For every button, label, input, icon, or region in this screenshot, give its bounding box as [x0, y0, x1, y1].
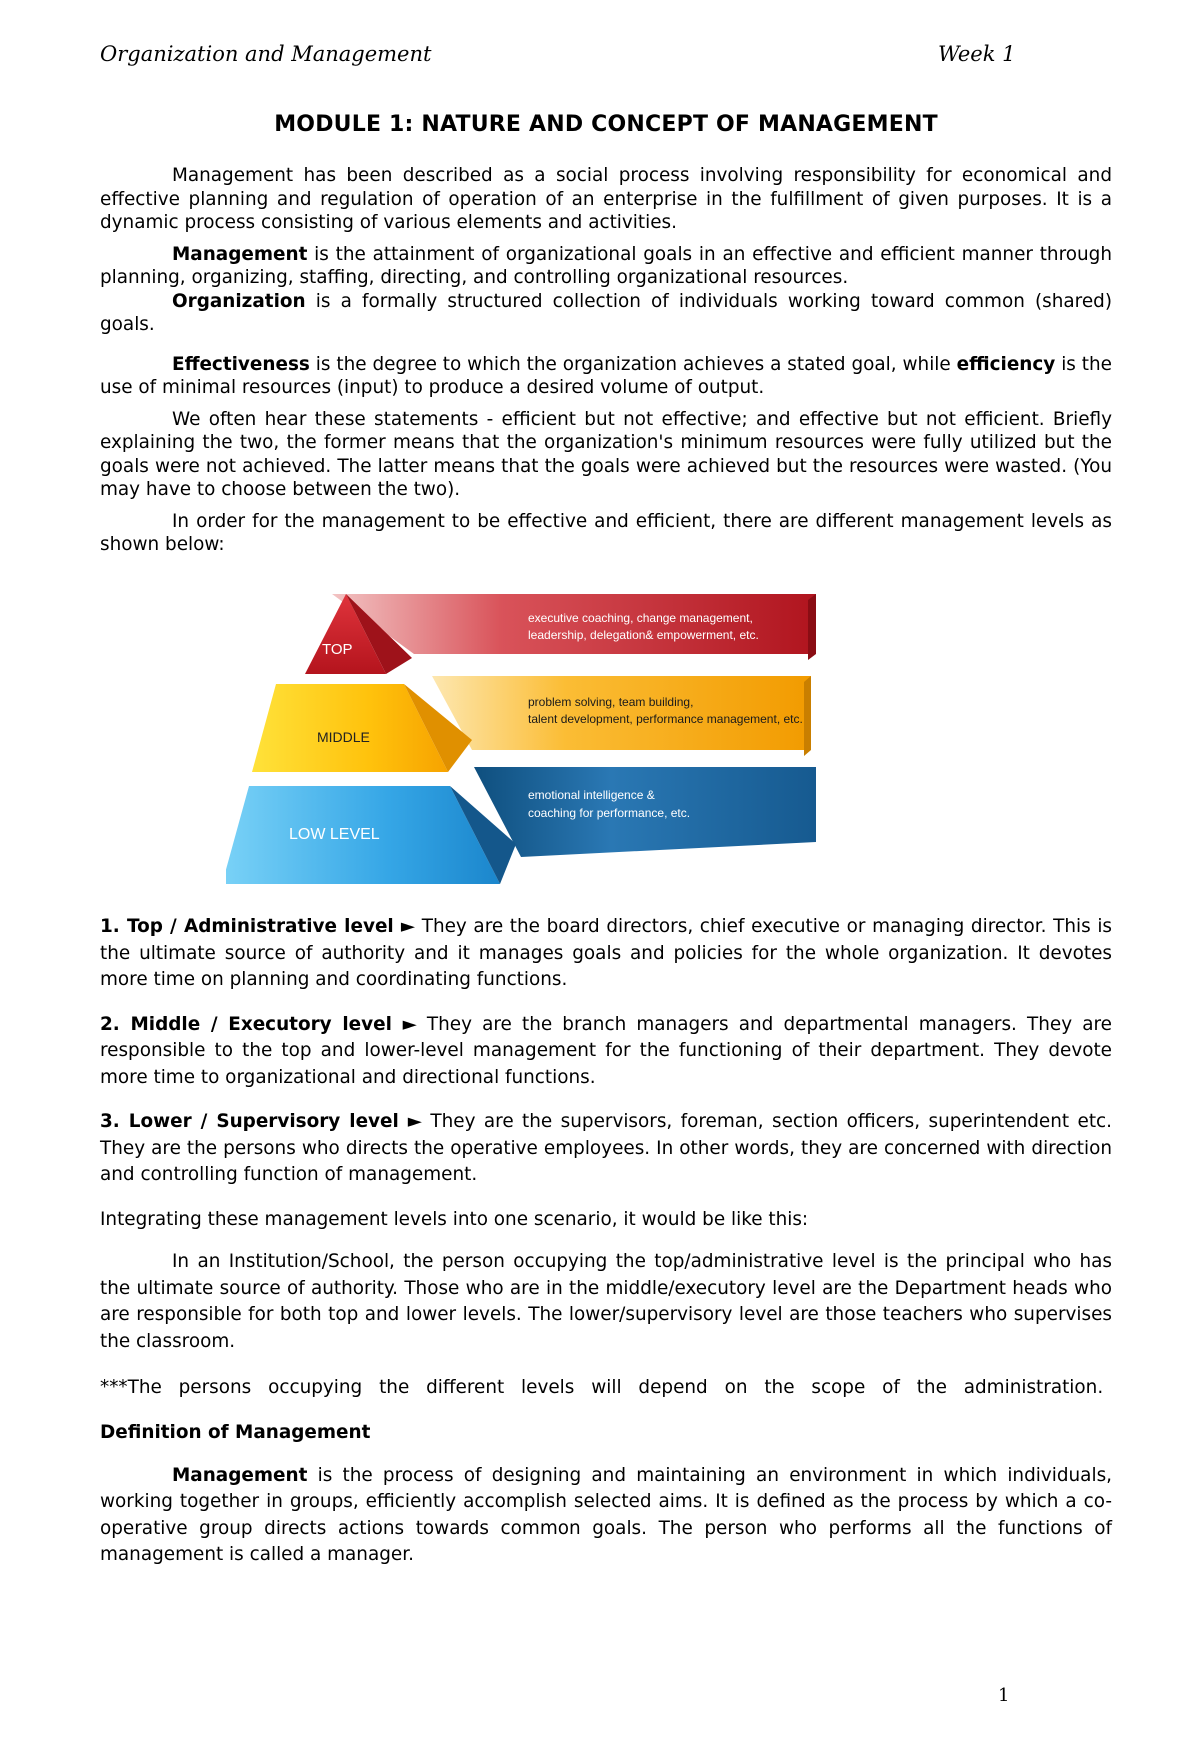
- scenario-intro: Integrating these management levels into one scenario, it would be like this:: [100, 1208, 809, 1230]
- intro-paragraph-organization: [100, 290, 1112, 337]
- top-description-line-2: leadership, delegation& empowerment, etc.: [528, 628, 759, 642]
- level-description: They are the supervisors, foreman, section officers, superintendent etc. They are the persons who directs the operative employees. In other words, they are concerned with direction and controlling function of management.: [100, 1111, 1113, 1185]
- page-number: 1: [998, 1685, 1010, 1706]
- definition-heading: [100, 1421, 1112, 1445]
- definition-paragraph: [100, 1463, 1112, 1569]
- header-course-title: Organization and Management: [100, 42, 432, 66]
- effectiveness-definition: is the degree to which the organization achieves a stated goal, while: [309, 353, 957, 375]
- module-title: MODULE 1: NATURE AND CONCEPT OF MANAGEMENT: [274, 112, 938, 137]
- level-item: [100, 1012, 1112, 1092]
- level-description: They are the board directors, chief executive or managing director. This is the ultimate source of authority and it manages goals and policies for the whole organization. It devotes more time on planning and coordinating functions.: [100, 916, 1113, 990]
- tier-top-label: TOP: [322, 641, 353, 658]
- level-item: [100, 1109, 1112, 1189]
- definition-heading-text: Definition of Management: [100, 1422, 371, 1443]
- top-description-line-1: executive coaching, change management,: [528, 611, 753, 625]
- intro-paragraph-effectiveness: [100, 353, 1112, 400]
- middle-description-line-2: talent development, performance management, etc.: [528, 712, 803, 726]
- management-definition: is the attainment of organizational goals in an effective and efficient manner through planning, organizing, staffing, directing, and controlling organizational resources.: [100, 243, 1112, 288]
- intro-paragraph-management: [100, 243, 1112, 290]
- scenario-body: In an Institution/School, the person occupying the top/administrative level is the principal who has the ultimate source of authority. Those who are in the middle/executory level are the Department heads who are responsible for both top and lower levels. The lower/supervisory level are those teachers who supervises the classroom.: [100, 1251, 1112, 1352]
- term-organization: Organization: [172, 290, 306, 312]
- bar-top: [332, 594, 816, 660]
- intro-paragraph-levels: In order for the management to be effective and efficient, there are different management levels as shown below:: [100, 510, 1112, 555]
- intro-section: [100, 164, 1112, 557]
- level-description: They are the branch managers and departmental managers. They are responsible to the top and lower-level management for the functioning of their department. They devote more time to organizational and directional functions.: [100, 1013, 1112, 1088]
- management-levels-pyramid: [226, 592, 918, 890]
- intro-paragraph-1: Management has been described as a social process involving responsibility for economical and effective planning and regulation of operation of an enterprise in the fulfillment of given purposes. It is a dynamic process consisting of various elements and activities.: [100, 165, 1112, 233]
- arrow-icon: ►: [398, 1111, 422, 1132]
- term-management: Management: [172, 243, 308, 265]
- scenario-note: ***The persons occupying the different levels will depend on the scope of the administration.: [100, 1377, 1104, 1398]
- efficiency-definition: is the use of minimal resources (input) to produce a desired volume of output.: [100, 353, 1112, 398]
- level-item: [100, 914, 1112, 994]
- tier-middle-label: MIDDLE: [317, 729, 370, 745]
- middle-description-line-1: problem solving, team building,: [528, 695, 694, 709]
- arrow-icon: ►: [391, 1013, 417, 1035]
- term-effectiveness: Effectiveness: [172, 353, 310, 375]
- term-efficiency: efficiency: [956, 353, 1056, 375]
- level-heading: 1. Top / Administrative level: [100, 916, 394, 937]
- management-process-definition: is the process of designing and maintaining an environment in which individuals, working together in groups, efficiently accomplish selected aims. It is defined as the process by which a co-operative group directs actions towards common goals. The person who performs all the functions of management is called a manager.: [100, 1464, 1112, 1565]
- arrow-icon: ►: [393, 916, 416, 937]
- levels-section: [100, 914, 1112, 1569]
- low-description-line-2: coaching for performance, etc.: [528, 806, 691, 820]
- organization-definition: is a formally structured collection of individuals working toward common (shared) goals.: [100, 290, 1112, 335]
- tier-low-label: LOW LEVEL: [289, 826, 380, 843]
- level-heading: 3. Lower / Supervisory level: [100, 1111, 399, 1132]
- tier-middle: [252, 684, 472, 772]
- term-management-definition: Management: [172, 1464, 308, 1486]
- intro-paragraph-statements: We often hear these statements - efficient but not effective; and effective but not efficient. Briefly explaining the two, the former means that the organization's minimum resources were fully utilized but the goals were not achieved. The latter means that the goals were achieved but the resources were wasted. (You may have to choose between the two).: [100, 408, 1112, 500]
- level-heading: 2. Middle / Executory level: [100, 1013, 392, 1035]
- low-description-line-1: emotional intelligence &: [528, 788, 655, 802]
- header-week: Week 1: [938, 42, 1016, 66]
